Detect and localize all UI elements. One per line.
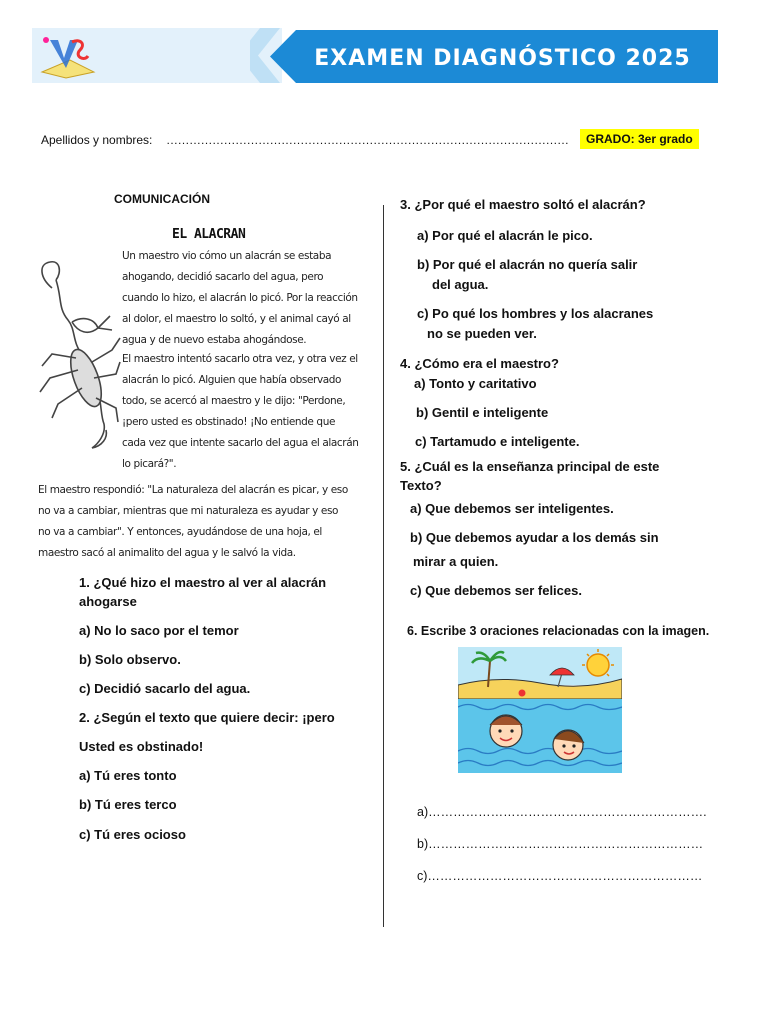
q3-option-b: b) Por qué el alacrán no quería salir — [417, 257, 638, 272]
q6-question: 6. Escribe 3 oraciones relacionadas con la imagen. — [407, 624, 710, 638]
q3-option-c: c) Po qué los hombres y los alacranes — [417, 306, 654, 321]
q4-question: 4. ¿Cómo era el maestro? — [400, 356, 559, 371]
reading-paragraph-1: Un maestro vio cómo un alacrán se estaba ahogando, decidió sacarlo del agua, pero cuando lo hizo, el alacrán lo picó. Por la reacción al dolor, el maestro lo soltó, y el animal cayó al agua y de nuevo estaba ahogándose. — [122, 250, 358, 346]
q1-option-b: b) Solo observo. — [79, 652, 181, 667]
q5-option-a: a) Que debemos ser inteligentes. — [410, 501, 614, 516]
q4-option-c: c) Tartamudo e inteligente. — [415, 434, 580, 449]
q1-option-c: c) Decidió sacarlo del agua. — [79, 681, 251, 696]
q1-question-line1: 1. ¿Qué hizo el maestro al ver al alacrán — [79, 575, 327, 590]
names-label: Apellidos y nombres: — [41, 133, 153, 147]
q2-question-line1: 2. ¿Según el texto que quiere decir: ¡pero — [79, 710, 335, 725]
q2-option-a: a) Tú eres tonto — [79, 768, 177, 783]
q5-option-c: c) Que debemos ser felices. — [410, 583, 582, 598]
beach-swimmers-illustration — [458, 647, 622, 773]
q6-answer-line-c[interactable]: c)………………………………………………………… — [417, 869, 703, 883]
q6-answer-line-b[interactable]: b)………………………………………………………… — [417, 837, 704, 851]
q1-option-a: a) No lo saco por el temor — [79, 623, 239, 638]
reading-paragraph-3: El maestro respondió: "La naturaleza del alacrán es picar, y eso no va a cambiar, mientras que mi naturaleza es ayudar y eso no va a cambiar". Y entonces, ayudándose de una hoja, el maestro sacó al animalito del agua y le salvó la vida. — [38, 484, 348, 559]
scorpion-illustration — [32, 258, 122, 458]
school-logo — [36, 32, 100, 80]
q3-option-b-cont: del agua. — [432, 277, 489, 292]
q5-question-line1: 5. ¿Cuál es la enseñanza principal de este — [400, 459, 660, 474]
q5-option-b: b) Que debemos ayudar a los demás sin — [410, 530, 659, 545]
q1-question-line2: ahogarse — [79, 594, 137, 609]
q6-answer-line-a[interactable]: a)…………………………………………………………. — [417, 805, 707, 819]
q2-option-b: b) Tú eres terco — [79, 797, 177, 812]
q3-question: 3. ¿Por qué el maestro soltó el alacrán? — [400, 197, 646, 212]
q5-option-b-cont: mirar a quien. — [413, 554, 499, 569]
q5-question-line2: Texto? — [400, 478, 442, 493]
q3-option-a: a) Por qué el alacrán le pico. — [417, 228, 593, 243]
section-title: COMUNICACIÓN — [114, 192, 210, 206]
q3-option-c-cont: no se pueden ver. — [427, 326, 537, 341]
q4-option-a: a) Tonto y caritativo — [414, 376, 537, 391]
q4-option-b: b) Gentil e inteligente — [416, 405, 549, 420]
q2-question-line2: Usted es obstinado! — [79, 739, 204, 754]
reading-title: EL ALACRAN — [172, 227, 246, 242]
grade-badge: GRADO: 3er grado — [580, 129, 699, 149]
reading-paragraph-2: El maestro intentó sacarlo otra vez, y otra vez el alacrán lo picó. Alguien que había observado todo, se acercó al maestro y le dijo: "Perdone, ¡pero usted es obstinado! ¡No entiende que cada vez que intente sacarlo del agua el alacrán lo picará?". — [122, 353, 359, 470]
column-divider — [383, 205, 384, 927]
q2-option-c: c) Tú eres ocioso — [79, 827, 186, 842]
names-fill-line: …………………………………………………………………………………………… — [166, 133, 569, 147]
exam-title: EXAMEN DIAGNÓSTICO 2025 — [314, 45, 691, 71]
